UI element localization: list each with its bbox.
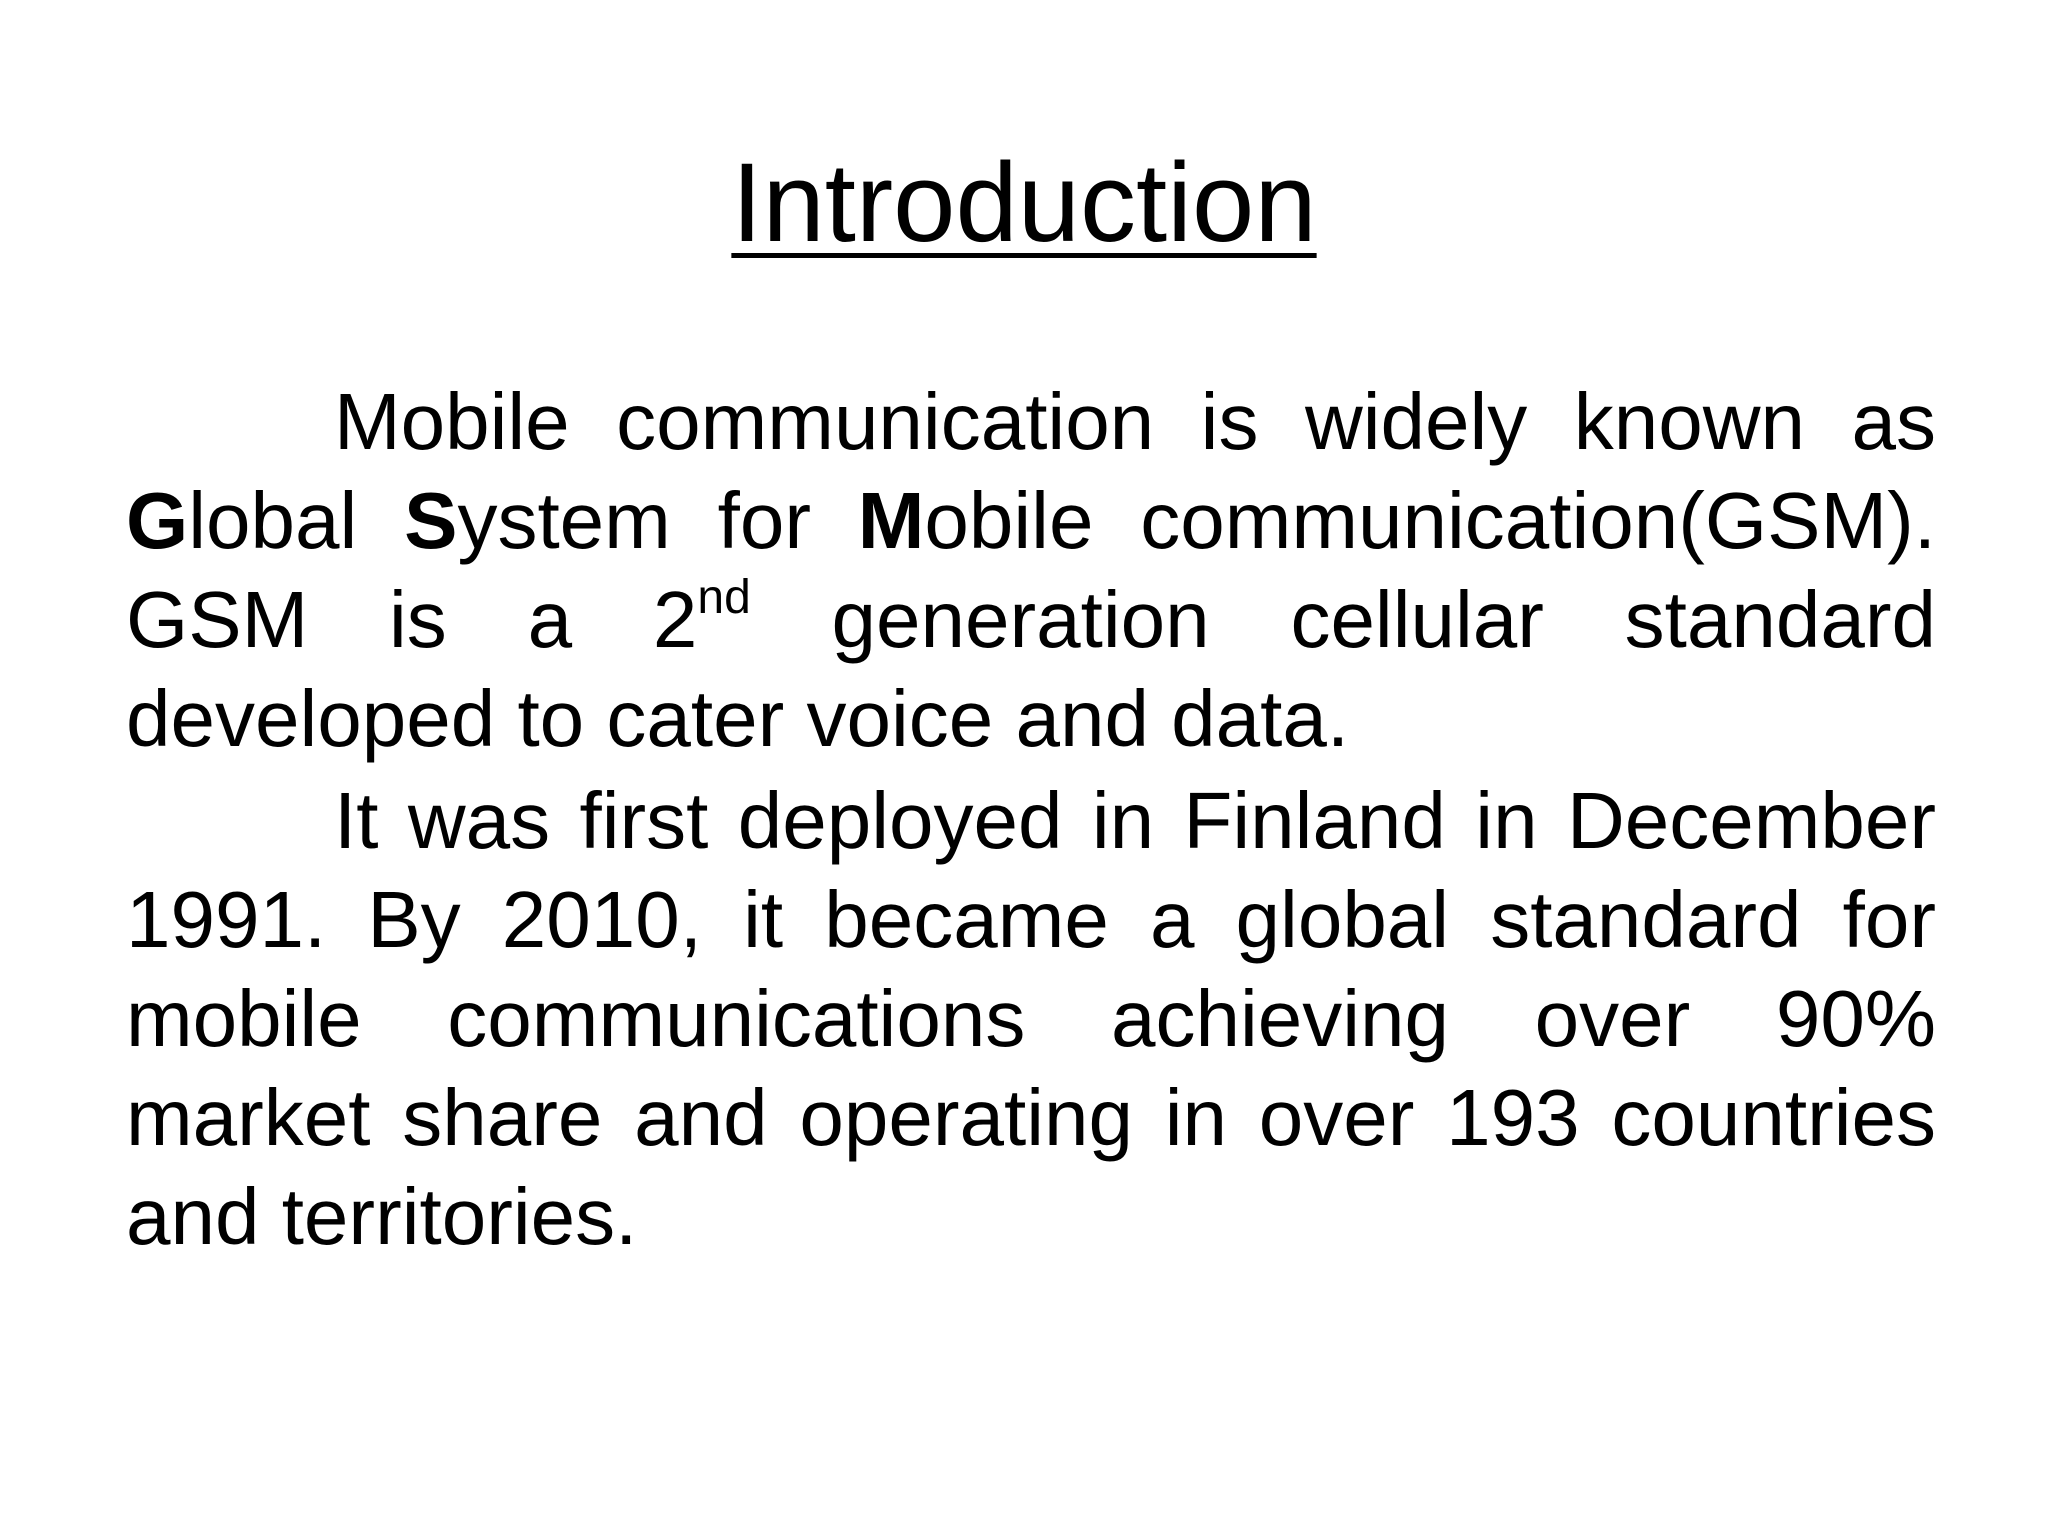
slide-title-text: Introduction bbox=[731, 140, 1317, 265]
paragraph1-text-e: generation cellular standard developed to cater voice and data. bbox=[126, 575, 1936, 763]
paragraph-gsm-history: It was first deployed in Finland in December 1991. By 2010, it became a global standard for mobile communications achieving over 90% market share and operating in over 193 countries and territories. bbox=[126, 776, 1936, 1261]
paragraph1-text-b: lobal bbox=[188, 476, 405, 565]
slide-body bbox=[126, 372, 1936, 1266]
bold-letter-s: S bbox=[404, 476, 458, 565]
paragraph1-text-d: obile communication(GSM). GSM is a 2 bbox=[126, 476, 1936, 664]
ordinal-superscript: nd bbox=[697, 571, 751, 624]
paragraph-gsm-definition bbox=[126, 372, 1936, 768]
paragraph1-text-c: ystem for bbox=[457, 476, 858, 565]
bold-letter-g: G bbox=[126, 476, 189, 565]
slide-title bbox=[0, 138, 2048, 268]
bold-letter-m: M bbox=[857, 476, 925, 565]
paragraph1-text-a: Mobile communication is widely known as bbox=[334, 377, 1936, 466]
